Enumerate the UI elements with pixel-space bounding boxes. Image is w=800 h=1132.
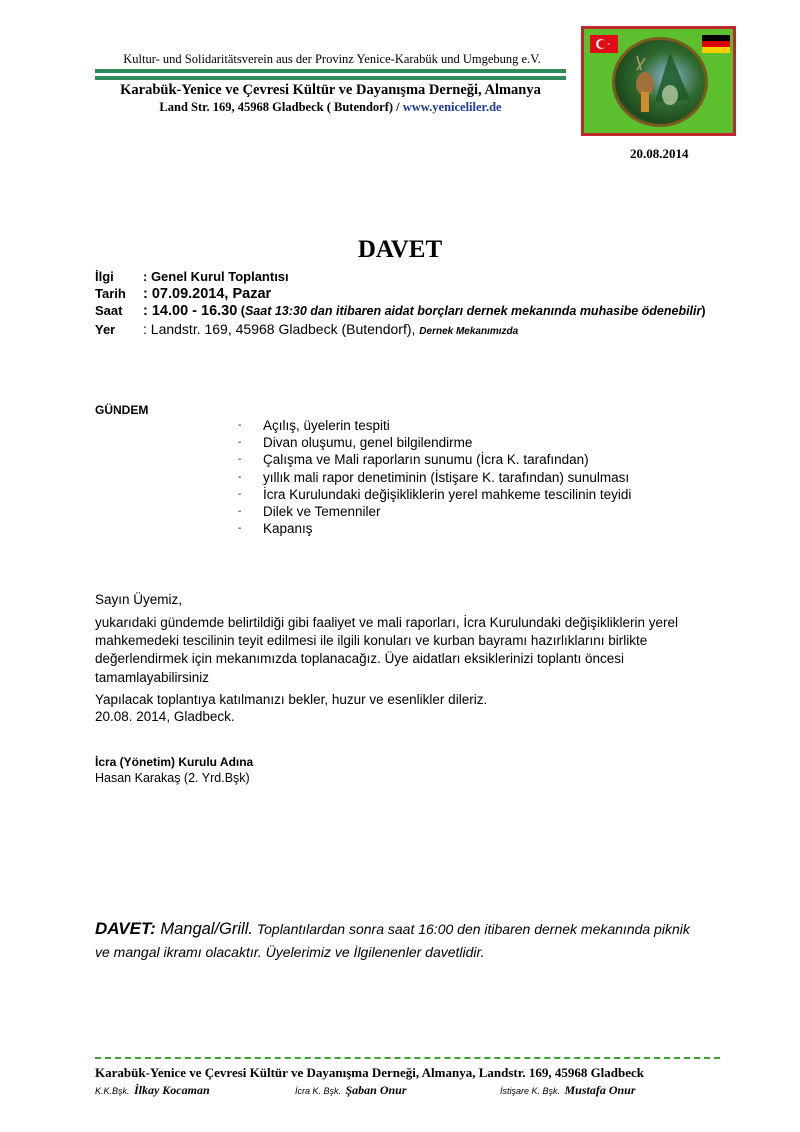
info-row-date bbox=[95, 286, 271, 302]
agenda-item-text: İcra Kurulundaki değişikliklerin yerel mahkeme tescilinin teyidi bbox=[263, 486, 632, 502]
info-row-place bbox=[95, 321, 518, 337]
document-date: 20.08.2014 bbox=[630, 146, 689, 161]
subject-value: : Genel Kurul Toplantısı bbox=[143, 269, 289, 284]
time-label: Saat bbox=[95, 303, 123, 318]
footer-signatory bbox=[95, 1081, 210, 1099]
bullet-dash-icon: - bbox=[238, 454, 242, 466]
salutation: Sayın Üyemiz, bbox=[95, 592, 183, 607]
agenda-list bbox=[238, 417, 631, 537]
agenda-item-text: Çalışma ve Mali raporların sunumu (İcra K. tarafından) bbox=[263, 452, 589, 468]
signature-title: İcra (Yönetim) Kurulu Adına bbox=[95, 755, 254, 769]
agenda-item bbox=[238, 417, 631, 434]
paragraph-line: yukarıdaki gündemde belirtildiği gibi faaliyet ve mali raporları, İcra Kurulundaki değişikliklerin yerel bbox=[95, 615, 679, 630]
association-name-german: Kultur- und Solidaritätsverein aus der Provinz Yenice-Karabük und Umgebung e.V. bbox=[123, 52, 541, 66]
bullet-dash-icon: - bbox=[238, 488, 242, 500]
invitation-text: ve mangal ikramı olacaktır. Üyelerimiz ve İlgilenenler davetlidir. bbox=[95, 944, 485, 960]
place-label: Yer bbox=[95, 322, 116, 337]
barbecue-invitation bbox=[95, 918, 795, 964]
paragraph-line: değerlendirmek için mekanımızda toplanacağız. Üye aidatları eksiklerinizi toplantı öncesi bbox=[95, 651, 625, 667]
signatory-name: Şaban Onur bbox=[345, 1083, 407, 1097]
deer-forest-emblem-icon bbox=[612, 37, 708, 127]
germany-flag-icon bbox=[702, 35, 730, 53]
agenda-item bbox=[238, 520, 631, 537]
agenda-item-text: Divan oluşumu, genel bilgilendirme bbox=[263, 435, 473, 451]
header-rule-top bbox=[95, 69, 566, 73]
footer-signatory bbox=[500, 1081, 636, 1099]
info-row-time bbox=[95, 303, 706, 319]
place-note: Dernek Mekanımızda bbox=[419, 326, 519, 337]
association-name-turkish: Karabük-Yenice ve Çevresi Kültür ve Dayanışma Derneği, Almanya bbox=[120, 82, 541, 98]
address-text: Land Str. 169, 45968 Gladbeck ( Butendorf) / bbox=[159, 100, 403, 114]
agenda-item-text: Kapanış bbox=[263, 521, 313, 537]
footer-signatory bbox=[295, 1081, 407, 1099]
footer-divider bbox=[95, 1057, 720, 1059]
agenda-item-text: yıllık mali rapor denetiminin (İstişare K. tarafından) sunulması bbox=[263, 469, 630, 485]
website-link[interactable]: www.yeniceliler.de bbox=[402, 100, 502, 114]
signatory-role: K.K.Bşk. bbox=[95, 1086, 130, 1096]
agenda-item bbox=[238, 486, 631, 503]
document-title: DAVET bbox=[357, 236, 443, 263]
signatory-name: İlkay Kocaman bbox=[133, 1083, 210, 1097]
closing-line: Yapılacak toplantıya katılmanızı bekler, huzur ve esenlikler dileriz. bbox=[95, 692, 488, 707]
time-note: Saat 13:30 dan itibaren aidat borçları dernek mekanında muhasibe ödenebilir bbox=[244, 304, 702, 318]
date-value: : 07.09.2014, Pazar bbox=[143, 286, 272, 302]
signatory-name: Mustafa Onur bbox=[564, 1083, 636, 1097]
date-label: Tarih bbox=[95, 286, 126, 301]
subject-label: İlgi bbox=[95, 269, 114, 284]
time-note-close: ) bbox=[701, 304, 706, 318]
time-value: : 14.00 - 16.30 bbox=[143, 303, 238, 319]
paragraph-line: tamamlayabilirsiniz bbox=[95, 669, 210, 685]
signatory-role: İcra K. Bşk. bbox=[295, 1086, 342, 1096]
turkey-flag-icon bbox=[590, 35, 618, 53]
bullet-dash-icon: - bbox=[238, 471, 242, 483]
association-logo bbox=[581, 26, 736, 136]
signatory-role: İstişare K. Bşk. bbox=[500, 1086, 561, 1096]
footer-organization: Karabük-Yenice ve Çevresi Kültür ve Dayanışma Derneği, Almanya, Landstr. 169, 45968 Gladbeck bbox=[95, 1065, 645, 1080]
bullet-dash-icon: - bbox=[238, 420, 242, 431]
invitation-text: Toplantılardan sonra saat 16:00 den itibaren dernek mekanında piknik bbox=[252, 921, 690, 937]
agenda-item bbox=[238, 469, 631, 486]
bullet-dash-icon: - bbox=[238, 505, 242, 517]
letter-closing bbox=[95, 691, 487, 725]
agenda-item bbox=[238, 451, 631, 468]
agenda-item-text: Dilek ve Temenniler bbox=[263, 503, 381, 519]
agenda-heading: GÜNDEM bbox=[95, 403, 149, 417]
bullet-dash-icon: - bbox=[238, 437, 242, 449]
place-value: : Landstr. 169, 45968 Gladbeck (Butendorf), bbox=[143, 321, 420, 337]
invitation-lead: DAVET: bbox=[95, 919, 156, 938]
header-address bbox=[95, 100, 566, 115]
agenda-item bbox=[238, 503, 631, 520]
closing-date-place: 20.08. 2014, Gladbeck. bbox=[95, 709, 235, 724]
letter-paragraph bbox=[95, 614, 775, 687]
signature-name: Hasan Karakaş (2. Yrd.Bşk) bbox=[95, 771, 250, 785]
paragraph-line: mahkemedeki tescilinin teyit edilmesi ile ilgili konuları ve kurban bayramı hazırlıklarını birlikte bbox=[95, 633, 648, 649]
time-note-open: ( bbox=[237, 304, 245, 318]
bullet-dash-icon: - bbox=[238, 523, 242, 535]
invitation-event: Mangal/Grill. bbox=[155, 920, 253, 938]
info-row-subject bbox=[95, 269, 289, 284]
agenda-item bbox=[238, 434, 631, 451]
header-rule-bottom bbox=[95, 76, 566, 80]
agenda-item-text: Açılış, üyelerin tespiti bbox=[263, 418, 390, 433]
